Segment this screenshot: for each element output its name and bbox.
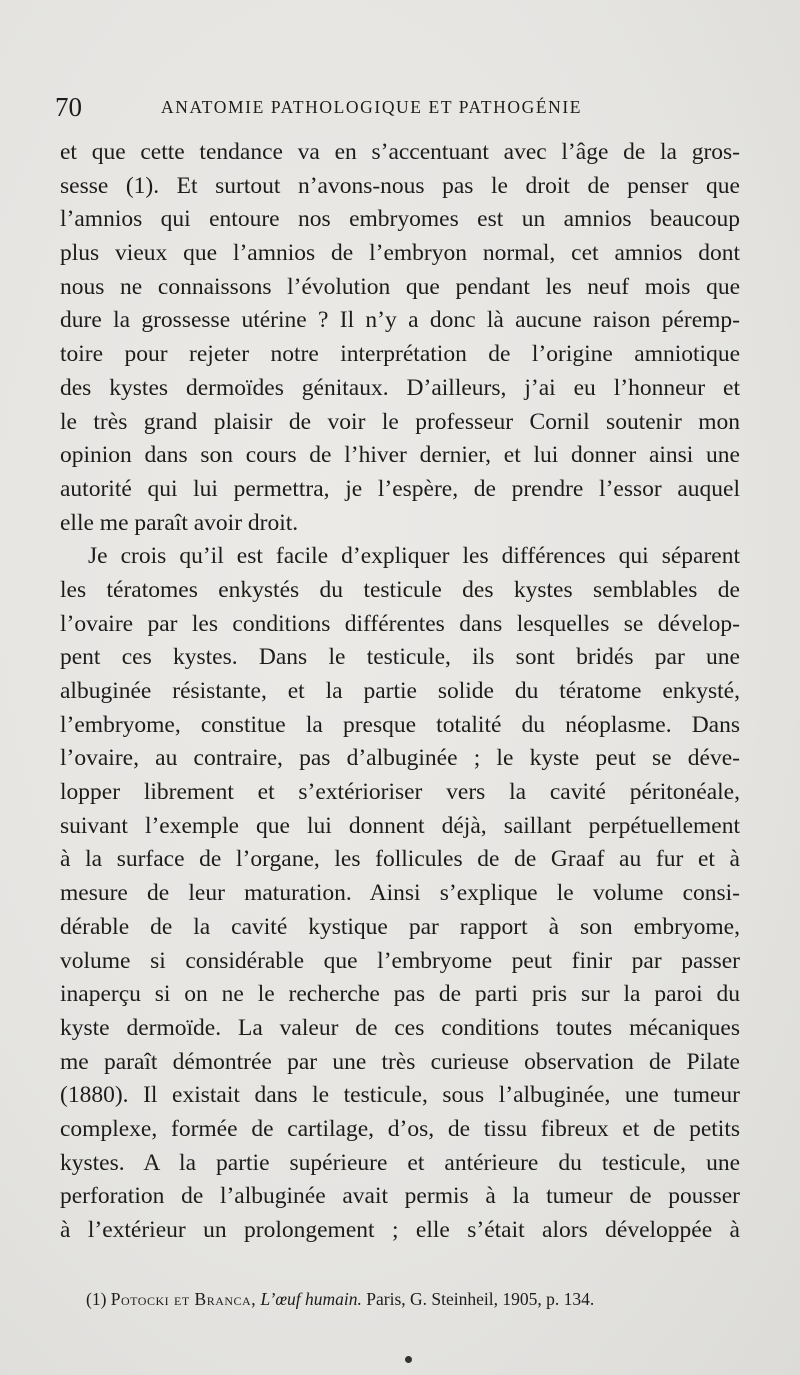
body-text bbox=[60, 136, 740, 1248]
footnote bbox=[86, 1287, 726, 1311]
text-line: pent ces kystes. Dans le testicule, ils sont bridés par une bbox=[60, 644, 740, 671]
text-line: inaperçu si on ne le recherche pas de parti pris sur la paroi du bbox=[60, 981, 740, 1008]
text-line: elle me paraît avoir droit. bbox=[60, 509, 299, 536]
text-line: à l’extérieur un prolongement ; elle s’était alors développée à bbox=[60, 1217, 740, 1243]
text-line: complexe, formée de cartilage, d’os, de tissu fibreux et de petits bbox=[60, 1115, 740, 1142]
text-line: me paraît démontrée par une très curieuse observation de Pilate bbox=[60, 1048, 740, 1075]
footnote-title: L’œuf humain. bbox=[260, 1289, 362, 1309]
text-line: lopper librement et s’extérioriser vers la cavité péritonéale, bbox=[60, 779, 740, 806]
text-line: kystes. A la partie supérieure et antérieure du testicule, une bbox=[60, 1149, 740, 1176]
text-line: l’ovaire, au contraire, pas d’albuginée ; le kyste peut se déve- bbox=[60, 745, 740, 772]
text-line: albuginée résistante, et la partie solide du tératome enkysté, bbox=[60, 678, 740, 704]
text-line: des kystes dermoïdes génitaux. D’ailleurs, j’ai eu l’honneur et bbox=[60, 374, 740, 401]
text-line: l’amnios qui entoure nos embryomes est un amnios beaucoup bbox=[60, 206, 740, 233]
text-line: sesse (1). Et surtout n’avons-nous pas le droit de penser que bbox=[60, 172, 740, 199]
text-line: (1880). Il existait dans le testicule, sous l’albuginée, une tumeur bbox=[60, 1082, 740, 1109]
text-line: toire pour rejeter notre interprétation de l’origine amniotique bbox=[60, 341, 740, 368]
footnote-details: Paris, G. Steinheil, 1905, p. 134. bbox=[366, 1289, 595, 1309]
text-line: le très grand plaisir de voir le professeur Cornil soutenir mon bbox=[60, 408, 740, 435]
page-number: 70 bbox=[55, 92, 82, 122]
text-line: kyste dermoïde. La valeur de ces conditions toutes mécaniques bbox=[60, 1014, 740, 1041]
text-line: autorité qui lui permettra, je l’espère, de prendre l’essor auquel bbox=[60, 475, 740, 502]
page-header bbox=[55, 92, 745, 122]
text-line: perforation de l’albuginée avait permis à la tumeur de pousser bbox=[60, 1183, 740, 1210]
text-line: suivant l’exemple que lui donnent déjà, saillant perpétuellement bbox=[60, 812, 740, 839]
text-line: les tératomes enkystés du testicule des kystes semblables de bbox=[60, 576, 740, 603]
text-line: l’ovaire par les conditions différentes dans lesquelles se dévelop- bbox=[60, 610, 740, 637]
footnote-marker: (1) bbox=[86, 1289, 107, 1309]
text-line: à la surface de l’organe, les follicules de de Graaf au fur et à bbox=[60, 846, 740, 873]
text-line: nous ne connaissons l’évolution que pendant les neuf mois que bbox=[60, 273, 740, 300]
text-line: l’embryome, constitue la presque totalité du néoplasme. Dans bbox=[60, 711, 740, 738]
text-line: plus vieux que l’amnios de l’embryon normal, cet amnios dont bbox=[60, 240, 740, 267]
text-line: dure la grossesse utérine ? Il n’y a donc là aucune raison péremp- bbox=[60, 307, 740, 334]
page-dot-mark bbox=[405, 1356, 412, 1363]
footnote-authors: Potocki et Branca, bbox=[110, 1289, 257, 1309]
running-head: ANATOMIE PATHOLOGIQUE ET PATHOGÉNIE bbox=[161, 97, 583, 117]
text-line: et que cette tendance va en s’accentuant avec l’âge de la gros- bbox=[60, 139, 740, 165]
text-line: volume si considérable que l’embryome peut finir par passer bbox=[60, 947, 740, 974]
text-line: dérable de la cavité kystique par rapport à son embryome, bbox=[60, 913, 740, 940]
text-line: opinion dans son cours de l’hiver dernier, et lui donner ainsi une bbox=[60, 442, 740, 469]
text-line: Je crois qu’il est facile d’expliquer les différences qui séparent bbox=[88, 543, 740, 570]
text-line: mesure de leur maturation. Ainsi s’explique le volume consi- bbox=[60, 880, 740, 907]
